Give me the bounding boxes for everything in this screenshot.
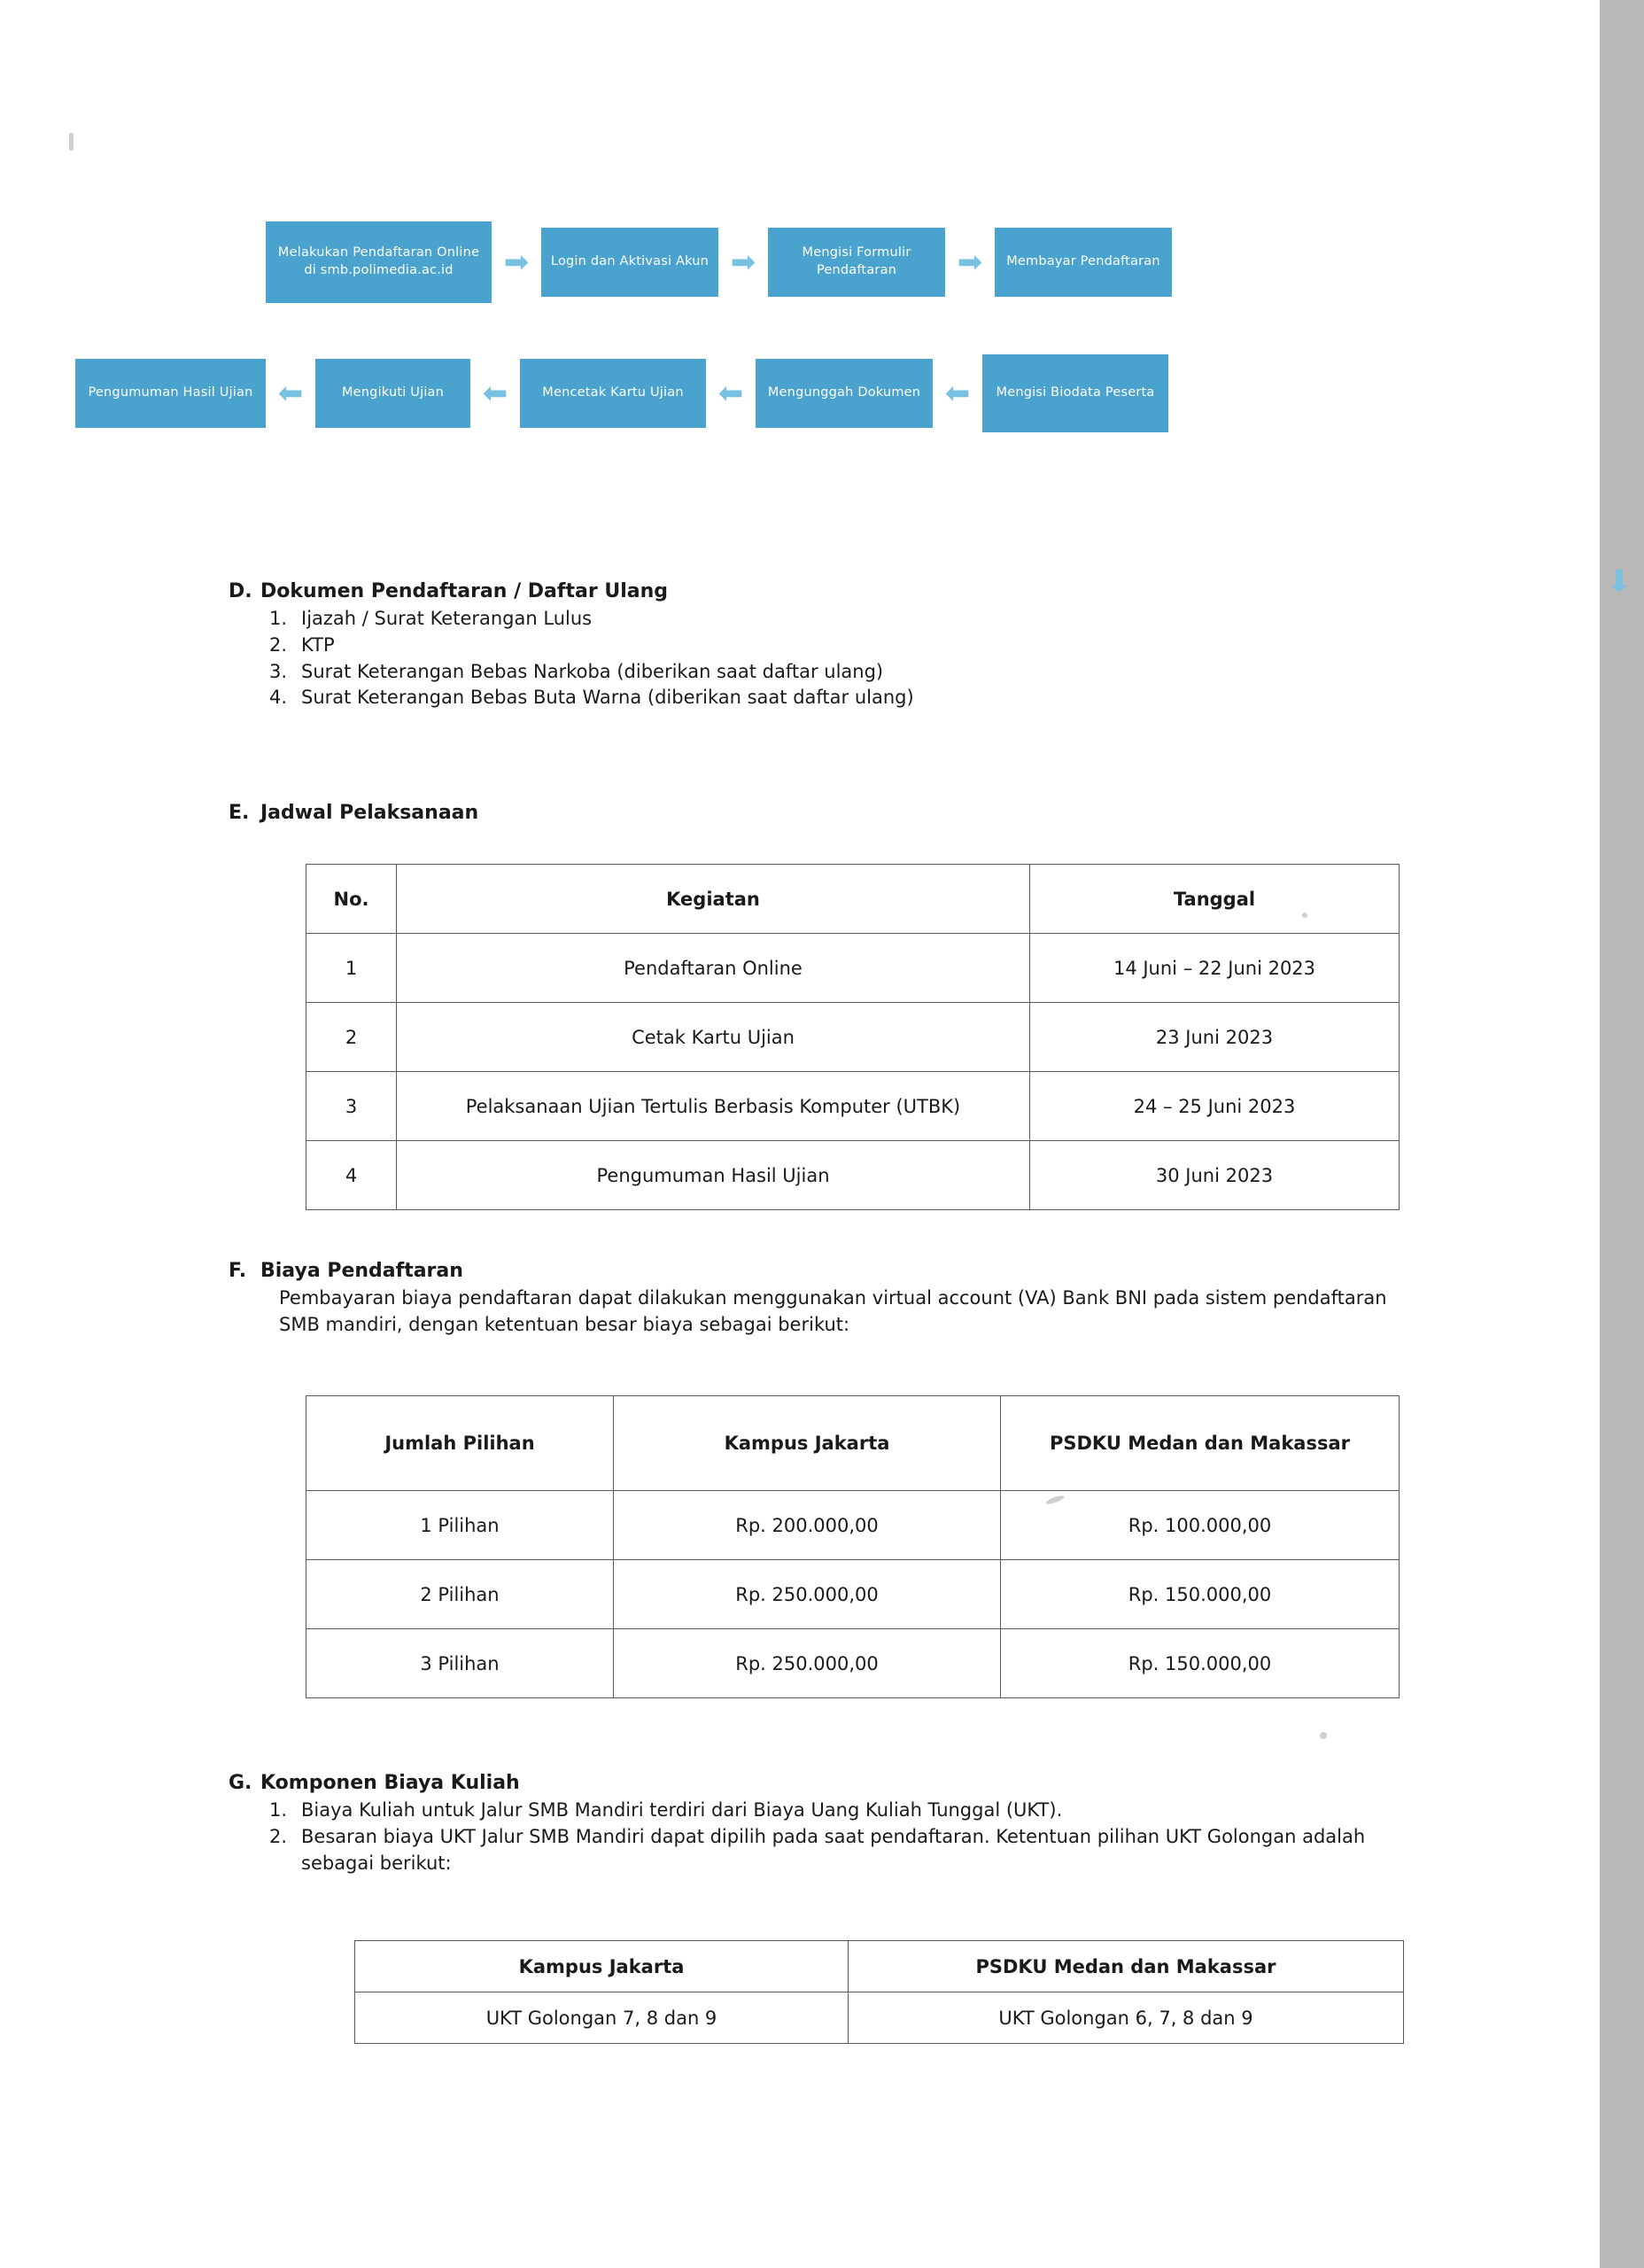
table-row bbox=[306, 1560, 1400, 1629]
list-item-number: 2. bbox=[268, 1825, 287, 1847]
cell-activity: Pendaftaran Online bbox=[397, 934, 1030, 1003]
cell-activity: Pengumuman Hasil Ujian bbox=[397, 1141, 1030, 1210]
cell-psdku: Rp. 100.000,00 bbox=[1001, 1491, 1400, 1560]
cell-no: 2 bbox=[306, 1003, 397, 1072]
section-f-paragraph: Pembayaran biaya pendaftaran dapat dilakukan menggunakan virtual account (VA) Bank BNI pada sistem pendaftaran SMB mandiri, dengan ketentuan besar biaya sebagai berikut: bbox=[279, 1287, 1387, 1335]
section-e-letter: E. bbox=[229, 802, 250, 824]
section-g-letter: G. bbox=[229, 1772, 252, 1794]
section-d-letter: D. bbox=[229, 580, 252, 602]
list-item bbox=[260, 633, 1398, 659]
section-f-title: Biaya Pendaftaran bbox=[260, 1260, 463, 1282]
list-item-label: Besaran biaya UKT Jalur SMB Mandiri dapat dipilih pada saat pendaftaran. Ketentuan pilihan UKT Golongan adalah sebagai berikut: bbox=[301, 1825, 1366, 1874]
section-g-heading bbox=[229, 1772, 1415, 1794]
arrow-right-icon: ➡ bbox=[730, 245, 756, 280]
cell-psdku: Rp. 150.000,00 bbox=[1001, 1629, 1400, 1698]
cell-psdku: Rp. 150.000,00 bbox=[1001, 1560, 1400, 1629]
flow-step-login-activation: Login dan Aktivasi Akun bbox=[541, 228, 718, 297]
cell-date: 23 Juni 2023 bbox=[1030, 1003, 1400, 1072]
flow-row-1 bbox=[266, 221, 1470, 303]
cell-date: 30 Juni 2023 bbox=[1030, 1141, 1400, 1210]
table-row bbox=[306, 1072, 1400, 1141]
list-item-number: 1. bbox=[268, 608, 287, 629]
cell-activity: Pelaksanaan Ujian Tertulis Berbasis Komputer (UTBK) bbox=[397, 1072, 1030, 1141]
list-item-number: 4. bbox=[268, 687, 287, 709]
cell-no: 1 bbox=[306, 934, 397, 1003]
table-row bbox=[306, 1141, 1400, 1210]
section-d-list bbox=[260, 606, 1398, 711]
column-header-date: Tanggal bbox=[1030, 865, 1400, 934]
table-row bbox=[306, 1491, 1400, 1560]
table-row bbox=[306, 934, 1400, 1003]
cell-choices: 2 Pilihan bbox=[306, 1560, 614, 1629]
cell-activity: Cetak Kartu Ujian bbox=[397, 1003, 1030, 1072]
cell-choices: 3 Pilihan bbox=[306, 1629, 614, 1698]
registration-fee-table bbox=[306, 1395, 1400, 1698]
cell-no: 3 bbox=[306, 1072, 397, 1141]
flow-step-result-announcement: Pengumuman Hasil Ujian bbox=[75, 359, 266, 428]
list-item bbox=[260, 659, 1398, 686]
list-item-label: Surat Keterangan Bebas Narkoba (diberikan saat daftar ulang) bbox=[301, 660, 884, 682]
scan-artifact bbox=[1302, 913, 1307, 918]
flow-step-fill-biodata: Mengisi Biodata Peserta bbox=[982, 354, 1168, 432]
list-item-label: KTP bbox=[301, 633, 335, 656]
flow-step-fill-form: Mengisi Formulir Pendaftaran bbox=[768, 228, 945, 297]
section-f-letter: F. bbox=[229, 1260, 247, 1282]
list-item-label: Ijazah / Surat Keterangan Lulus bbox=[301, 608, 593, 629]
section-e-title: Jadwal Pelaksanaan bbox=[260, 802, 479, 824]
list-item-number: 2. bbox=[268, 633, 287, 656]
section-f-heading bbox=[229, 1260, 1407, 1282]
cell-no: 4 bbox=[306, 1141, 397, 1210]
flow-step-take-exam: Mengikuti Ujian bbox=[315, 359, 470, 428]
arrow-down-icon: ⬇ bbox=[1606, 564, 1632, 600]
section-g-title: Komponen Biaya Kuliah bbox=[260, 1772, 520, 1794]
section-e-heading bbox=[229, 802, 1398, 824]
list-item-label: Surat Keterangan Bebas Buta Warna (diberikan saat daftar ulang) bbox=[301, 687, 914, 709]
column-header-no: No. bbox=[306, 865, 397, 934]
list-item bbox=[260, 1824, 1415, 1877]
table-header-row bbox=[306, 865, 1400, 934]
arrow-left-icon: ⬅ bbox=[944, 376, 971, 411]
list-item bbox=[260, 606, 1398, 633]
table-row bbox=[355, 1992, 1404, 2044]
list-item-number: 3. bbox=[268, 660, 287, 682]
table-header-row bbox=[355, 1941, 1404, 1992]
section-g-list bbox=[260, 1798, 1415, 1876]
table-header-row bbox=[306, 1396, 1400, 1491]
schedule-table bbox=[306, 864, 1400, 1210]
section-f bbox=[229, 1260, 1407, 1339]
flow-step-print-exam-card: Mencetak Kartu Ujian bbox=[520, 359, 706, 428]
cell-psdku-ukt: UKT Golongan 6, 7, 8 dan 9 bbox=[849, 1992, 1404, 2044]
cell-date: 24 – 25 Juni 2023 bbox=[1030, 1072, 1400, 1141]
column-header-activity: Kegiatan bbox=[397, 865, 1030, 934]
arrow-left-icon: ⬅ bbox=[277, 376, 304, 411]
arrow-right-icon: ➡ bbox=[957, 245, 983, 280]
cell-jakarta: Rp. 250.000,00 bbox=[614, 1629, 1001, 1698]
flow-step-online-registration: Melakukan Pendaftaran Online di smb.polimedia.ac.id bbox=[266, 221, 492, 303]
column-header-jakarta: Kampus Jakarta bbox=[355, 1941, 849, 1992]
list-item bbox=[260, 685, 1398, 711]
cell-date: 14 Juni – 22 Juni 2023 bbox=[1030, 934, 1400, 1003]
cell-choices: 1 Pilihan bbox=[306, 1491, 614, 1560]
cell-jakarta: Rp. 250.000,00 bbox=[614, 1560, 1001, 1629]
column-header-psdku: PSDKU Medan dan Makassar bbox=[1001, 1396, 1400, 1491]
flow-row-2 bbox=[75, 354, 1470, 432]
flow-step-payment: Membayar Pendaftaran bbox=[995, 228, 1172, 297]
list-item-label: Biaya Kuliah untuk Jalur SMB Mandiri terdiri dari Biaya Uang Kuliah Tunggal (UKT). bbox=[301, 1799, 1063, 1821]
column-header-jakarta: Kampus Jakarta bbox=[614, 1396, 1001, 1491]
column-header-psdku: PSDKU Medan dan Makassar bbox=[849, 1941, 1404, 1992]
table-row bbox=[306, 1003, 1400, 1072]
arrow-left-icon: ⬅ bbox=[482, 376, 508, 411]
list-item-number: 1. bbox=[268, 1799, 287, 1821]
section-d-heading bbox=[229, 580, 1398, 602]
table-row bbox=[306, 1629, 1400, 1698]
section-d bbox=[229, 580, 1398, 711]
section-g bbox=[229, 1772, 1415, 1876]
list-item bbox=[260, 1798, 1415, 1824]
arrow-left-icon: ⬅ bbox=[717, 376, 744, 411]
column-header-choices: Jumlah Pilihan bbox=[306, 1396, 614, 1491]
section-d-title: Dokumen Pendaftaran / Daftar Ulang bbox=[260, 580, 668, 602]
cell-jakarta: Rp. 200.000,00 bbox=[614, 1491, 1001, 1560]
arrow-right-icon: ➡ bbox=[503, 245, 530, 280]
scan-artifact bbox=[1320, 1732, 1327, 1739]
scan-artifact bbox=[69, 133, 74, 151]
ukt-table bbox=[354, 1940, 1404, 2044]
flow-step-upload-documents: Mengunggah Dokumen bbox=[756, 359, 933, 428]
cell-jakarta-ukt: UKT Golongan 7, 8 dan 9 bbox=[355, 1992, 849, 2044]
section-e bbox=[229, 802, 1398, 824]
